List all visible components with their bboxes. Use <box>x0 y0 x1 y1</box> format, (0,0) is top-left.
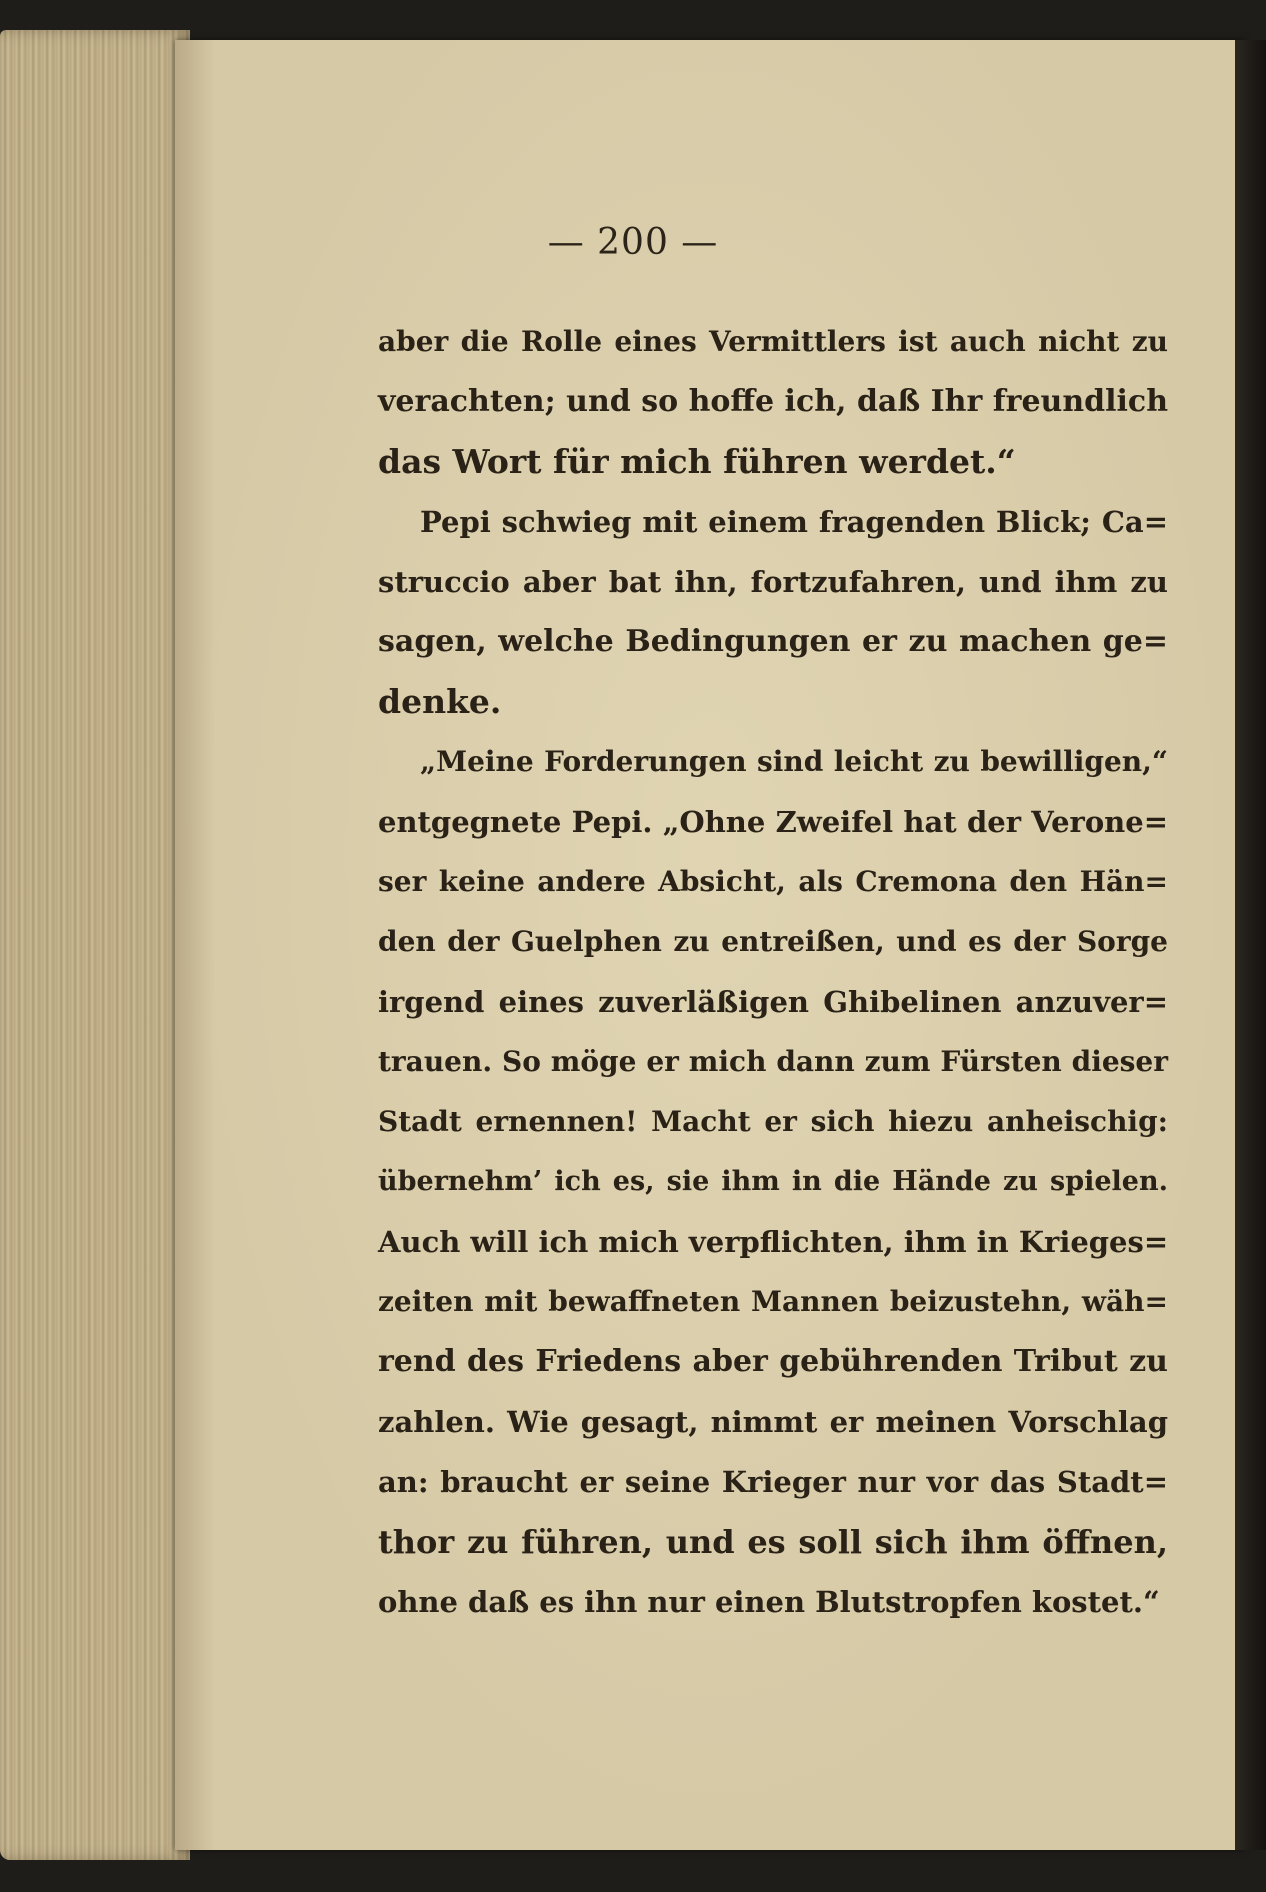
text-line: zeiten mit bewaffneten Mannen beizustehn, wäh= <box>378 1285 1168 1318</box>
text-line: an: braucht er seine Krieger nur vor das Stadt= <box>378 1465 1168 1499</box>
text-line: Stadt ernennen! Macht er sich hiezu anheischig: <box>378 1105 1168 1138</box>
text-line: ser keine andere Absicht, als Cremona den Hän= <box>378 865 1168 898</box>
text-line: aber die Rolle eines Vermittlers ist auch nicht zu <box>378 325 1168 358</box>
text-line: trauen. So möge er mich dann zum Fürsten dieser <box>378 1045 1168 1078</box>
text-line: struccio aber bat ihn, fortzufahren, und ihm zu <box>378 565 1168 599</box>
text-line: das Wort für mich führen werdet.“ <box>378 442 1016 481</box>
text-line: Auch will ich mich verpflichten, ihm in Krieges= <box>378 1225 1169 1259</box>
text-line: verachten; und so hoffe ich, daß Ihr freundlich <box>378 384 1168 419</box>
text-line: zahlen. Wie gesagt, nimmt er meinen Vorschlag <box>378 1405 1168 1439</box>
text-line: rend des Friedens aber gebührenden Tribut zu <box>378 1344 1168 1379</box>
page-edges <box>0 30 190 1860</box>
text-line: den der Guelphen zu entreißen, und es der Sorge <box>378 925 1168 958</box>
text-line: denke. <box>378 682 502 721</box>
gutter-shadow <box>1235 40 1266 1850</box>
text-line: „Meine Forderungen sind leicht zu bewilligen,“ <box>420 745 1168 778</box>
page-number: — 200 — <box>547 222 719 263</box>
text-line: Pepi schwieg mit einem fragenden Blick; Ca= <box>420 505 1168 539</box>
text-line: thor zu führen, und es soll sich ihm öffnen, <box>378 1523 1168 1561</box>
text-line: ohne daß es ihn nur einen Blutstropfen kostet.“ <box>378 1585 1160 1619</box>
body-text <box>378 312 1168 1632</box>
text-line: übernehm’ ich es, sie ihm in die Hände zu spielen. <box>378 1166 1168 1197</box>
text-line: irgend eines zuverläßigen Ghibelinen anzuver= <box>378 985 1168 1019</box>
text-line: sagen, welche Bedingungen er zu machen ge= <box>378 624 1168 659</box>
text-line: entgegnete Pepi. „Ohne Zweifel hat der Verone= <box>378 805 1168 839</box>
